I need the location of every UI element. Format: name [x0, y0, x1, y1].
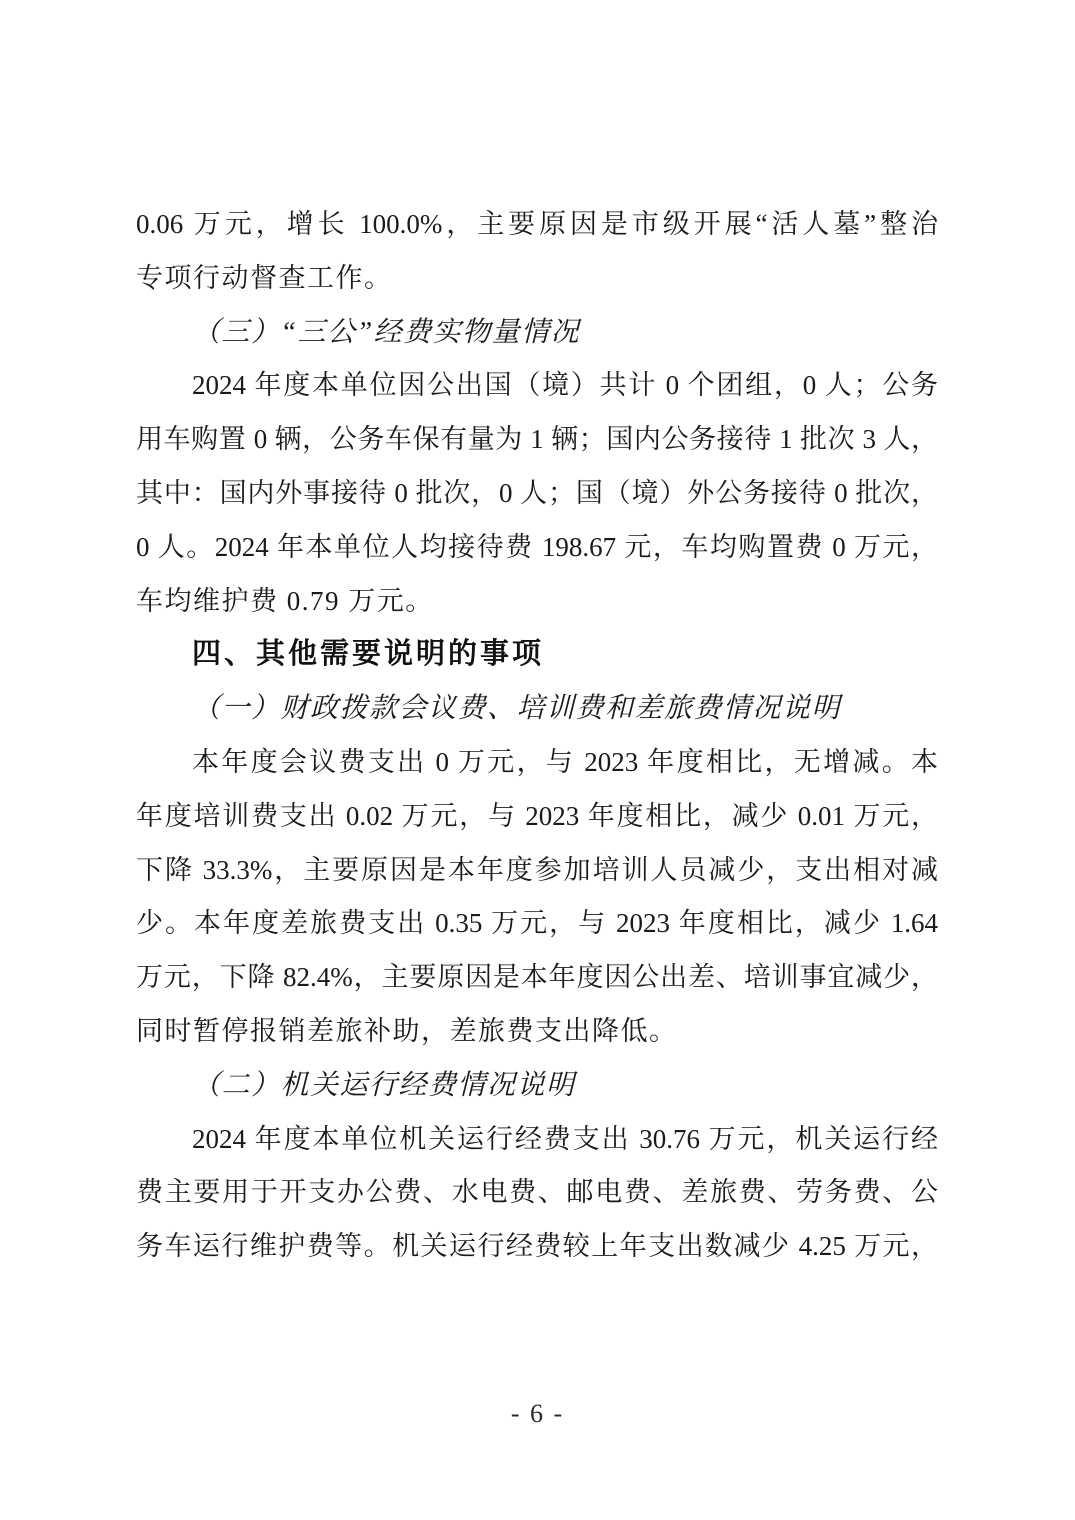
subsection-heading-2: （二）机关运行经费情况说明: [192, 1069, 576, 1101]
body-line: 2024 年度本单位因公出国（境）共计 0 个团组，0 人；公务: [192, 370, 938, 401]
body-line: 费主要用于开支办公费、水电费、邮电费、差旅费、劳务费、公: [136, 1177, 938, 1208]
body-line: 年度培训费支出 0.02 万元，与 2023 年度相比，减少 0.01 万元，: [136, 800, 938, 831]
subsection-heading-1: （一）财政拨款会议费、培训费和差旅费情况说明: [192, 693, 842, 725]
body-line: 务车运行维护费等。机关运行经费较上年支出数减少 4.25 万元，: [136, 1231, 938, 1262]
body-line: 车均维护费 0.79 万元。: [136, 585, 434, 616]
body-line: 万元，下降 82.4%，主要原因是本年度因公出差、培训事宜减少，: [136, 962, 938, 993]
body-line: 专项行动督查工作。: [136, 262, 393, 293]
body-line: 同时暂停报销差旅补助，差旅费支出降低。: [136, 1015, 678, 1046]
body-line: 用车购置 0 辆，公务车保有量为 1 辆；国内公务接待 1 批次 3 人，: [136, 424, 938, 455]
body-line: 0 人。2024 年本单位人均接待费 198.67 元，车均购置费 0 万元，: [136, 531, 938, 562]
subsection-heading-3: （三）“三公”经费实物量情况: [192, 316, 581, 348]
body-line: 少。本年度差旅费支出 0.35 万元，与 2023 年度相比，减少 1.64: [136, 908, 938, 939]
body-line: 2024 年度本单位机关运行经费支出 30.76 万元，机关运行经: [192, 1123, 938, 1154]
body-line: 本年度会议费支出 0 万元，与 2023 年度相比，无增减。本: [192, 746, 938, 777]
page-content: [136, 198, 938, 1274]
body-line: 下降 33.3%，主要原因是本年度参加培训人员减少，支出相对减: [136, 854, 938, 885]
body-line: 0.06 万元，增长 100.0%，主要原因是市级开展“活人墓”整治: [136, 209, 938, 239]
page-number: - 6 -: [510, 1399, 565, 1428]
body-line: 其中：国内外事接待 0 批次，0 人；国（境）外公务接待 0 批次，: [136, 477, 938, 508]
section-heading-4: 四、其他需要说明的事项: [192, 638, 545, 671]
